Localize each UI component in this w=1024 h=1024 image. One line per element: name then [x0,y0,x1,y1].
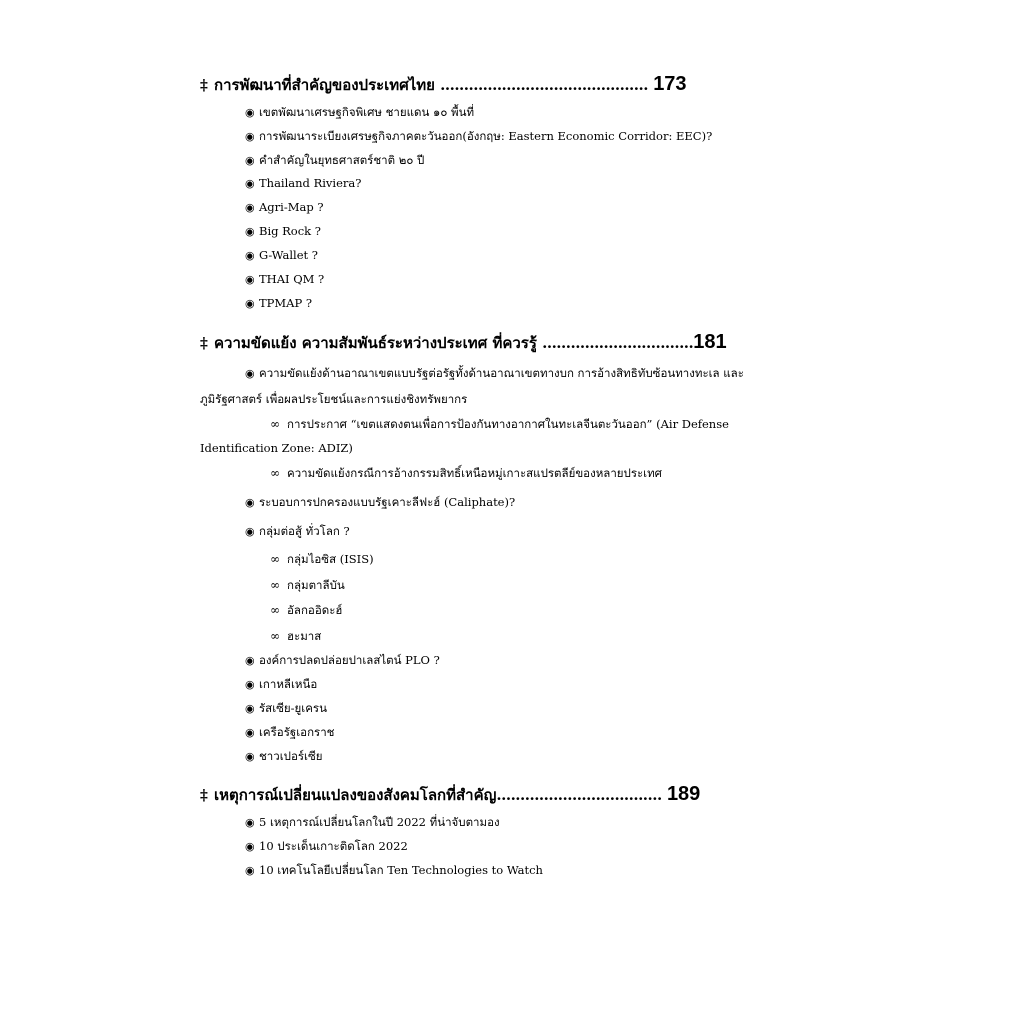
list-item-text: เครือรัฐเอกราช [259,725,335,739]
list-item [245,862,543,880]
list-item [245,652,440,670]
bullet-icon: ◉ [245,525,255,538]
list-item [245,494,515,512]
list-item [245,724,334,742]
sub-item-text: ความขัดแย้งกรณีการอ้างกรรมสิทธิ์เหนือหมู่เกาะสแปรตลีย์ของหลายประเทศ [287,466,662,480]
sub-item [270,416,729,434]
sub-item [270,602,342,620]
sub-item-text: กลุ่มตาลีบัน [287,578,345,592]
list-item [245,248,318,262]
list-item-text: การพัฒนาระเบียงเศรษฐกิจภาคตะวันออก(อังกฤษ: Eastern Economic Corridor: EEC)? [259,129,713,143]
bullet-icon: ◉ [245,864,255,877]
list-item-text: 10 เทคโนโลยีเปลี่ยนโลก Ten Technologies to Watch [259,863,543,877]
bullet-icon: ◉ [245,177,255,190]
list-item-text: THAI QM ? [259,272,325,286]
bullet-icon: ◉ [245,154,255,167]
list-item-text: เกาหลีเหนือ [259,677,318,691]
infinity-icon: ∞ [270,417,280,431]
list-item-text: Thailand Riviera? [259,176,362,190]
list-item [245,224,321,238]
section-title: การพัฒนาที่สำคัญของประเทศไทย [214,76,435,94]
paragraph-text: ความขัดแย้งด้านอาณาเขตแบบรัฐต่อรัฐทั้งด้านอาณาเขตทางบก การอ้างสิทธิทับซ้อนทางทะเล และ [259,366,744,380]
bullet-icon: ◉ [245,726,255,739]
bullet-icon: ◉ [245,130,255,143]
list-item-text: คำสำคัญในยุทธศาสตร์ชาติ ๒๐ ปี [259,153,425,167]
list-item-text: Big Rock ? [259,224,321,238]
infinity-icon: ∞ [270,578,280,592]
sub-item [270,628,321,646]
dagger-icon: ‡ [200,786,208,804]
list-item-text: รัสเซีย-ยูเครน [259,701,327,715]
bullet-icon: ◉ [245,840,255,853]
dagger-icon: ‡ [200,334,208,352]
bullet-icon: ◉ [245,273,255,286]
list-item-text: ระบอบการปกครองแบบรัฐเคาะลีฟะฮ์ (Caliphate)? [259,495,516,509]
sub-item-text: การประกาศ “เขตแสดงตนเพื่อการป้องกันทางอากาศในทะเลจีนตะวันออก” (Air Defense [287,417,729,431]
dot-leader: ................................... [496,786,662,804]
section-title: ความขัดแย้ง ความสัมพันธ์ระหว่างประเทศ ที่ควรรู้ [214,334,537,352]
list-item [245,676,317,694]
paragraph-line [200,441,353,455]
list-item-text: G-Wallet ? [259,248,318,262]
list-item-text: Agri-Map ? [259,200,324,214]
bullet-icon: ◉ [245,225,255,238]
sub-item-text: กลุ่มไอซิส (ISIS) [287,552,374,566]
list-item [245,523,350,541]
sub-item-text: อัลกออิดะฮ์ [287,603,343,617]
paragraph-line [245,365,744,383]
section-heading [200,783,700,807]
infinity-icon: ∞ [270,603,280,617]
dot-leader: ............................................ [440,76,648,94]
bullet-icon: ◉ [245,367,255,380]
bullet-icon: ◉ [245,106,255,119]
list-item-text: กลุ่มต่อสู้ ทั่วโลก ? [259,524,350,538]
bullet-icon: ◉ [245,702,255,715]
list-item [245,152,424,170]
list-item-text: 10 ประเด็นเกาะติดโลก 2022 [259,839,408,853]
section-heading [200,331,727,355]
infinity-icon: ∞ [270,466,280,480]
bullet-icon: ◉ [245,678,255,691]
list-item [245,748,323,766]
list-item [245,200,324,214]
section-heading [200,73,687,97]
list-item [245,176,361,190]
sub-item [270,465,662,483]
page-number: 181 [693,331,727,353]
paragraph-text: ภูมิรัฐศาสตร์ เพื่อผลประโยชน์และการแย่งชิงทรัพยากร [200,392,468,406]
list-item [245,104,474,122]
paragraph-text: Identification Zone: ADIZ) [200,441,353,455]
infinity-icon: ∞ [270,629,280,643]
bullet-icon: ◉ [245,654,255,667]
list-item [245,128,712,146]
page-number: 189 [666,783,701,805]
bullet-icon: ◉ [245,496,255,509]
list-item [245,272,324,286]
page-number: 173 [653,73,687,95]
section-title: เหตุการณ์เปลี่ยนแปลงของสังคมโลกที่สำคัญ [214,786,497,804]
sub-item-text: ฮะมาส [287,629,322,643]
list-item [245,700,327,718]
bullet-icon: ◉ [245,816,255,829]
list-item [245,296,312,310]
bullet-icon: ◉ [245,750,255,763]
bullet-icon: ◉ [245,249,255,262]
bullet-icon: ◉ [245,297,255,310]
dagger-icon: ‡ [200,76,208,94]
paragraph-line [200,391,467,409]
list-item-text: 5 เหตุการณ์เปลี่ยนโลกในปี 2022 ที่น่าจับตามอง [259,815,500,829]
list-item [245,814,500,832]
list-item [245,838,408,856]
list-item-text: TPMAP ? [259,296,313,310]
list-item-text: เขตพัฒนาเศรษฐกิจพิเศษ ชายแดน ๑๐ พื้นที่ [259,105,475,119]
dot-leader: ................................ [542,334,694,352]
sub-item [270,551,374,569]
list-item-text: ชาวเปอร์เซีย [259,749,323,763]
sub-item [270,577,345,595]
list-item-text: องค์การปลดปล่อยปาเลสไตน์ PLO ? [259,653,440,667]
bullet-icon: ◉ [245,201,255,214]
infinity-icon: ∞ [270,552,280,566]
